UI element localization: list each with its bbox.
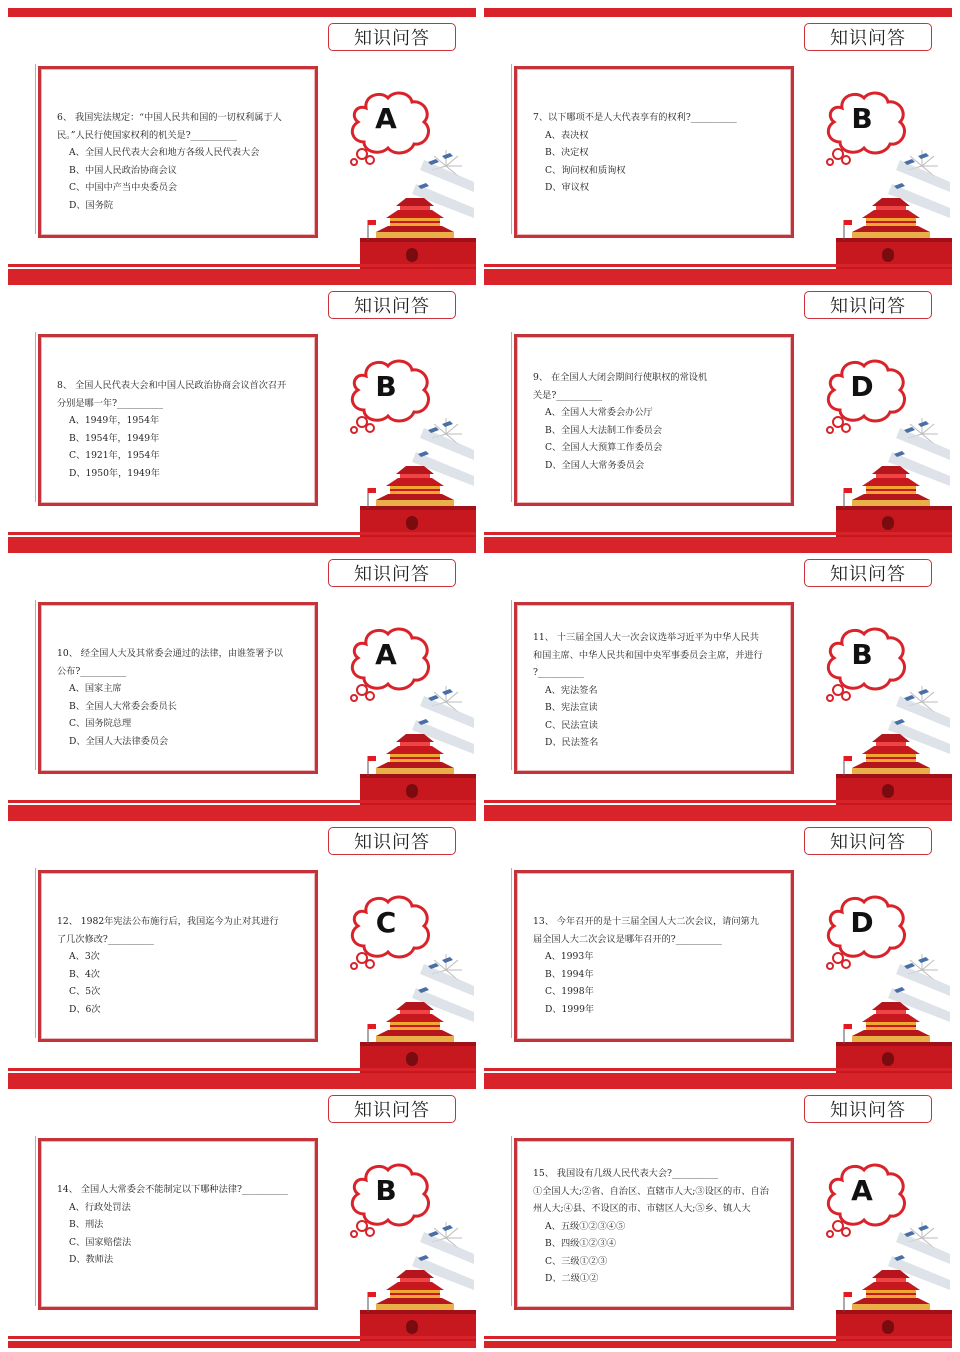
question-frame bbox=[514, 870, 794, 1042]
answer-option: D、民法签名 bbox=[545, 737, 599, 748]
bottom-bar bbox=[8, 537, 476, 544]
answer-letter: B bbox=[375, 370, 397, 403]
answer-letter: D bbox=[850, 906, 874, 939]
answer-option: A、五级①②③④⑤ bbox=[545, 1220, 626, 1232]
question-text: 州人大;④县、不设区的市、市辖区人大;⑤乡、镇人大 bbox=[533, 1203, 751, 1214]
decoration bbox=[822, 952, 952, 1080]
decoration bbox=[822, 416, 952, 544]
answer-option: D、1950年，1949年 bbox=[69, 467, 160, 479]
answer-letter: A bbox=[375, 102, 397, 135]
decoration bbox=[346, 684, 476, 812]
question-text: 9、 在全国人大闭会期间行使职权的常设机 bbox=[533, 372, 708, 383]
decoration bbox=[346, 952, 476, 1080]
question-frame bbox=[38, 870, 318, 1042]
answer-option: B、4次 bbox=[69, 968, 100, 980]
question-text: 和国主席、中华人民共和国中央军事委员会主席，并进行 bbox=[533, 649, 763, 661]
top-bar bbox=[484, 1080, 952, 1089]
top-bar bbox=[8, 8, 476, 17]
question-text: 13、 今年召开的是十三届全国人大二次会议，请问第九 bbox=[533, 916, 759, 927]
answer-option: A、3次 bbox=[69, 951, 100, 962]
bottom-bar bbox=[484, 805, 952, 812]
answer-option: A、1993年 bbox=[545, 951, 594, 962]
bottom-line bbox=[8, 1068, 476, 1071]
bottom-bar bbox=[484, 269, 952, 276]
bottom-bar bbox=[484, 1073, 952, 1080]
answer-option: A、全国人大常委会办公厅 bbox=[545, 407, 653, 418]
bottom-bar bbox=[8, 1073, 476, 1080]
bottom-line bbox=[484, 1336, 952, 1339]
answer-option: B、1994年 bbox=[545, 968, 594, 980]
question-text: 14、 全国人大常委会不能制定以下哪种法律?__________ bbox=[57, 1184, 288, 1195]
answer-option: A、表决权 bbox=[545, 129, 589, 141]
answer-option: C、全国人大预算工作委员会 bbox=[545, 442, 663, 453]
answer-option: C、1998年 bbox=[545, 986, 594, 997]
question-text: 6、 我国宪法规定：“中国人民共和国的一切权利属于人 bbox=[57, 112, 282, 123]
answer-option: D、6次 bbox=[69, 1003, 101, 1015]
answer-option: D、二级①② bbox=[545, 1273, 599, 1284]
answer-option: D、1999年 bbox=[545, 1003, 595, 1015]
question-block bbox=[533, 629, 781, 752]
quiz-slide bbox=[8, 8, 476, 276]
answer-option: B、1954年，1949年 bbox=[69, 432, 160, 444]
slide-title: 知识问答 bbox=[804, 827, 932, 855]
top-bar bbox=[484, 812, 952, 821]
question-block bbox=[533, 109, 781, 197]
slide-title: 知识问答 bbox=[328, 23, 456, 51]
answer-option: C、三级①②③ bbox=[545, 1255, 608, 1267]
bottom-line bbox=[484, 800, 952, 803]
answer-option: D、国务院 bbox=[69, 199, 114, 211]
quiz-slide bbox=[484, 812, 952, 1080]
answer-option: A、宪法签名 bbox=[545, 684, 598, 696]
question-text: 了几次修改?__________ bbox=[57, 933, 154, 945]
answer-option: A、全国人民代表大会和地方各级人民代表大会 bbox=[69, 147, 260, 158]
question-text: 8、 全国人民代表大会和中国人民政治协商会议首次召开 bbox=[57, 380, 287, 391]
question-text: 民。”人民行使国家权利的机关是?__________ bbox=[57, 129, 237, 141]
question-text: ?__________ bbox=[533, 667, 584, 678]
answer-option: C、国务院总理 bbox=[69, 718, 132, 729]
answer-option: C、询问权和质询权 bbox=[545, 164, 626, 176]
bottom-bar bbox=[8, 805, 476, 812]
answer-option: A、行政处罚法 bbox=[69, 1201, 131, 1213]
question-text: 11、 十三届全国人大一次会议选举习近平为中华人民共 bbox=[533, 632, 759, 643]
quiz-slide bbox=[8, 276, 476, 544]
quiz-slide bbox=[8, 812, 476, 1080]
question-frame bbox=[514, 602, 794, 774]
bottom-bar bbox=[8, 1341, 476, 1348]
question-frame bbox=[38, 1138, 318, 1310]
question-block bbox=[57, 377, 305, 482]
answer-letter: B bbox=[851, 638, 873, 671]
question-text: 关是?__________ bbox=[533, 389, 603, 401]
answer-option: C、1921年，1954年 bbox=[69, 450, 160, 461]
question-frame bbox=[514, 334, 794, 506]
answer-option: B、全国人大常委会委员长 bbox=[69, 700, 177, 712]
answer-letter: B bbox=[375, 1174, 397, 1207]
question-block bbox=[57, 1181, 305, 1269]
bottom-line bbox=[8, 800, 476, 803]
question-block bbox=[533, 369, 781, 474]
question-text: 分别是哪一年?__________ bbox=[57, 397, 163, 409]
slide-title: 知识问答 bbox=[804, 291, 932, 319]
bottom-line bbox=[484, 1068, 952, 1071]
top-bar bbox=[8, 544, 476, 553]
answer-option: C、5次 bbox=[69, 986, 101, 997]
quiz-slide bbox=[484, 544, 952, 812]
answer-letter: B bbox=[851, 102, 873, 135]
question-frame bbox=[38, 602, 318, 774]
question-text: 公布?__________ bbox=[57, 665, 127, 677]
question-block bbox=[533, 913, 781, 1018]
answer-option: B、刑法 bbox=[69, 1219, 104, 1230]
answer-option: D、审议权 bbox=[545, 182, 590, 193]
decoration bbox=[346, 416, 476, 544]
answer-option: B、四级①②③④ bbox=[545, 1238, 617, 1249]
decoration bbox=[822, 148, 952, 276]
slide-title: 知识问答 bbox=[328, 1095, 456, 1123]
quiz-slide bbox=[484, 8, 952, 276]
answer-option: B、中国人民政治协商会议 bbox=[69, 164, 177, 176]
answer-option: D、教师法 bbox=[69, 1254, 114, 1265]
question-block bbox=[57, 645, 305, 750]
decoration bbox=[346, 148, 476, 276]
answer-option: D、全国人大常务委员会 bbox=[545, 459, 645, 471]
question-text: 15、 我国设有几级人民代表大会?__________ bbox=[533, 1168, 718, 1179]
answer-option: B、全国人大法制工作委员会 bbox=[545, 424, 663, 436]
answer-option: A、国家主席 bbox=[69, 683, 122, 694]
answer-letter: D bbox=[850, 370, 874, 403]
question-text: 届全国人大二次会议是哪年召开的?__________ bbox=[533, 933, 722, 945]
bottom-bar bbox=[484, 1341, 952, 1348]
slide-title: 知识问答 bbox=[328, 827, 456, 855]
top-bar bbox=[8, 276, 476, 285]
quiz-slide bbox=[8, 544, 476, 812]
bottom-line bbox=[8, 1336, 476, 1339]
bottom-bar bbox=[484, 537, 952, 544]
answer-option: C、民法宣读 bbox=[545, 719, 598, 731]
quiz-slide bbox=[484, 1080, 952, 1348]
top-bar bbox=[8, 1080, 476, 1089]
slide-title: 知识问答 bbox=[804, 1095, 932, 1123]
answer-option: C、国家赔偿法 bbox=[69, 1236, 132, 1248]
answer-letter: C bbox=[375, 906, 397, 939]
top-bar bbox=[484, 276, 952, 285]
decoration bbox=[346, 1220, 476, 1348]
question-text: ①全国人大;②省、自治区、直辖市人大;③设区的市、自治 bbox=[533, 1185, 769, 1197]
answer-option: C、中国中产当中央委员会 bbox=[69, 182, 178, 193]
answer-option: B、宪法宣读 bbox=[545, 702, 598, 713]
bottom-bar bbox=[8, 269, 476, 276]
answer-option: D、全国人大法律委员会 bbox=[69, 735, 169, 747]
decoration bbox=[822, 684, 952, 812]
quiz-slide bbox=[484, 276, 952, 544]
slide-title: 知识问答 bbox=[328, 559, 456, 587]
question-text: 10、 经全国人大及其常委会通过的法律，由谁签署予以 bbox=[57, 648, 283, 659]
top-bar bbox=[484, 544, 952, 553]
bottom-line bbox=[8, 532, 476, 535]
slide-title: 知识问答 bbox=[804, 23, 932, 51]
question-frame bbox=[514, 1138, 794, 1310]
question-frame bbox=[38, 66, 318, 238]
question-frame bbox=[514, 66, 794, 238]
question-text: 12、 1982年宪法公布施行后，我国迄今为止对其进行 bbox=[57, 916, 279, 927]
slide-title: 知识问答 bbox=[804, 559, 932, 587]
answer-letter: A bbox=[375, 638, 397, 671]
question-block bbox=[57, 913, 305, 1018]
question-block bbox=[57, 109, 305, 214]
bottom-line bbox=[484, 264, 952, 267]
question-frame bbox=[38, 334, 318, 506]
slide-title: 知识问答 bbox=[328, 291, 456, 319]
quiz-slide bbox=[8, 1080, 476, 1348]
question-block bbox=[533, 1165, 781, 1288]
decoration bbox=[822, 1220, 952, 1348]
bottom-line bbox=[8, 264, 476, 267]
top-bar bbox=[484, 8, 952, 17]
top-bar bbox=[8, 812, 476, 821]
question-text: 7、以下哪项不是人大代表享有的权利?__________ bbox=[533, 112, 737, 123]
bottom-line bbox=[484, 532, 952, 535]
answer-letter: A bbox=[851, 1174, 873, 1207]
answer-option: B、决定权 bbox=[545, 147, 589, 158]
answer-option: A、1949年，1954年 bbox=[69, 415, 160, 426]
